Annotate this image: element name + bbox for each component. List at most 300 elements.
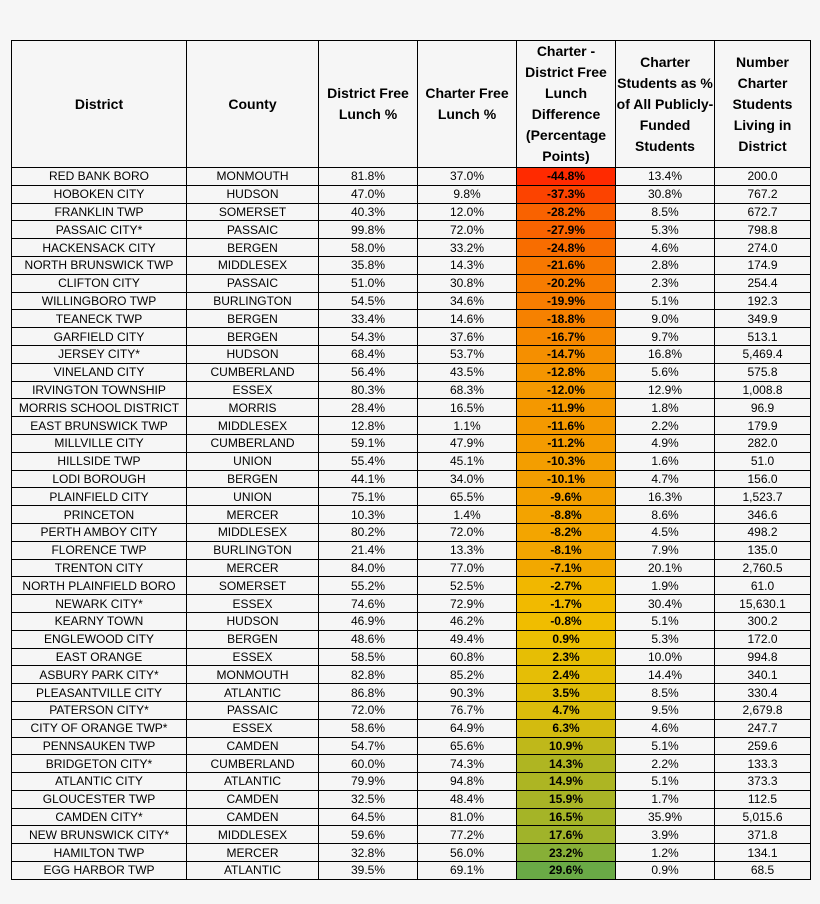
cell-district: VINELAND CITY [12,363,187,381]
cell-charter-free-lunch: 16.5% [418,399,517,417]
cell-county: ATLANTIC [187,773,319,791]
table-row [12,666,811,684]
cell-district: NORTH BRUNSWICK TWP [12,256,187,274]
cell-district-free-lunch: 32.8% [319,844,418,862]
cell-county: ESSEX [187,595,319,613]
table-row [12,559,811,577]
cell-number-charter: 51.0 [715,452,811,470]
cell-number-charter: 349.9 [715,310,811,328]
cell-charter-percent: 4.6% [616,239,715,257]
cell-charter-free-lunch: 9.8% [418,185,517,203]
cell-charter-percent: 8.5% [616,203,715,221]
cell-difference: -10.1% [517,470,616,488]
table-row [12,701,811,719]
cell-charter-free-lunch: 53.7% [418,345,517,363]
cell-charter-percent: 12.9% [616,381,715,399]
cell-county: SOMERSET [187,203,319,221]
cell-charter-percent: 0.9% [616,862,715,880]
cell-district: PLAINFIELD CITY [12,488,187,506]
cell-charter-free-lunch: 56.0% [418,844,517,862]
cell-county: CUMBERLAND [187,755,319,773]
cell-district-free-lunch: 48.6% [319,630,418,648]
table-row [12,434,811,452]
cell-charter-percent: 30.4% [616,595,715,613]
cell-number-charter: 513.1 [715,328,811,346]
cell-county: CAMDEN [187,737,319,755]
cell-charter-free-lunch: 69.1% [418,862,517,880]
cell-district-free-lunch: 79.9% [319,773,418,791]
cell-charter-free-lunch: 13.3% [418,541,517,559]
table-row [12,452,811,470]
cell-district-free-lunch: 21.4% [319,541,418,559]
cell-county: HUDSON [187,345,319,363]
cell-number-charter: 68.5 [715,862,811,880]
cell-charter-free-lunch: 49.4% [418,630,517,648]
cell-district: IRVINGTON TOWNSHIP [12,381,187,399]
cell-district: PRINCETON [12,506,187,524]
header-charter-percent: Charter Students as % of All Publicly-Funded Students [616,41,715,168]
cell-district: FLORENCE TWP [12,541,187,559]
cell-difference: -37.3% [517,185,616,203]
cell-district-free-lunch: 58.6% [319,719,418,737]
cell-charter-free-lunch: 60.8% [418,648,517,666]
cell-district: EAST BRUNSWICK TWP [12,417,187,435]
cell-charter-percent: 2.2% [616,417,715,435]
cell-number-charter: 300.2 [715,612,811,630]
cell-county: MIDDLESEX [187,523,319,541]
cell-district-free-lunch: 54.3% [319,328,418,346]
cell-district: EGG HARBOR TWP [12,862,187,880]
cell-charter-free-lunch: 72.0% [418,523,517,541]
cell-district-free-lunch: 10.3% [319,506,418,524]
cell-difference: -2.7% [517,577,616,595]
cell-number-charter: 15,630.1 [715,595,811,613]
cell-county: ATLANTIC [187,684,319,702]
cell-difference: 14.9% [517,773,616,791]
cell-charter-percent: 3.9% [616,826,715,844]
cell-charter-free-lunch: 72.0% [418,221,517,239]
cell-county: MONMOUTH [187,168,319,186]
cell-county: MIDDLESEX [187,417,319,435]
cell-difference: 17.6% [517,826,616,844]
cell-difference: 15.9% [517,790,616,808]
cell-charter-percent: 1.9% [616,577,715,595]
cell-difference: -44.8% [517,168,616,186]
cell-charter-percent: 5.1% [616,773,715,791]
cell-charter-free-lunch: 72.9% [418,595,517,613]
cell-number-charter: 5,015.6 [715,808,811,826]
cell-county: PASSAIC [187,274,319,292]
cell-county: UNION [187,488,319,506]
cell-difference: -11.9% [517,399,616,417]
cell-charter-free-lunch: 34.6% [418,292,517,310]
table-body [12,168,811,880]
cell-charter-free-lunch: 43.5% [418,363,517,381]
cell-district: HAMILTON TWP [12,844,187,862]
cell-district-free-lunch: 82.8% [319,666,418,684]
cell-difference: -12.8% [517,363,616,381]
cell-charter-free-lunch: 33.2% [418,239,517,257]
cell-county: BERGEN [187,239,319,257]
cell-district-free-lunch: 72.0% [319,701,418,719]
cell-number-charter: 373.3 [715,773,811,791]
table-row [12,755,811,773]
cell-district-free-lunch: 28.4% [319,399,418,417]
cell-charter-free-lunch: 14.3% [418,256,517,274]
cell-district-free-lunch: 60.0% [319,755,418,773]
table-row [12,488,811,506]
cell-district: ASBURY PARK CITY* [12,666,187,684]
cell-charter-percent: 2.8% [616,256,715,274]
cell-county: CUMBERLAND [187,434,319,452]
cell-charter-free-lunch: 77.0% [418,559,517,577]
cell-difference: 29.6% [517,862,616,880]
cell-charter-free-lunch: 76.7% [418,701,517,719]
cell-county: ESSEX [187,719,319,737]
cell-county: BURLINGTON [187,541,319,559]
cell-charter-percent: 4.9% [616,434,715,452]
table-row [12,239,811,257]
cell-number-charter: 498.2 [715,523,811,541]
cell-difference: 14.3% [517,755,616,773]
cell-district-free-lunch: 54.7% [319,737,418,755]
table-row [12,773,811,791]
cell-difference: -7.1% [517,559,616,577]
cell-difference: -10.3% [517,452,616,470]
cell-charter-free-lunch: 74.3% [418,755,517,773]
cell-number-charter: 192.3 [715,292,811,310]
cell-difference: 2.3% [517,648,616,666]
cell-district: MORRIS SCHOOL DISTRICT [12,399,187,417]
cell-charter-percent: 7.9% [616,541,715,559]
cell-number-charter: 174.9 [715,256,811,274]
cell-number-charter: 5,469.4 [715,345,811,363]
cell-charter-percent: 1.6% [616,452,715,470]
cell-district-free-lunch: 32.5% [319,790,418,808]
cell-county: MERCER [187,506,319,524]
header-number-charter: Number Charter Students Living in District [715,41,811,168]
cell-charter-free-lunch: 65.5% [418,488,517,506]
cell-charter-free-lunch: 77.2% [418,826,517,844]
cell-district: HACKENSACK CITY [12,239,187,257]
table-row [12,399,811,417]
cell-charter-free-lunch: 68.3% [418,381,517,399]
cell-number-charter: 798.8 [715,221,811,239]
cell-county: CUMBERLAND [187,363,319,381]
cell-charter-free-lunch: 85.2% [418,666,517,684]
cell-charter-percent: 9.5% [616,701,715,719]
cell-district-free-lunch: 84.0% [319,559,418,577]
cell-difference: -21.6% [517,256,616,274]
cell-district: PASSAIC CITY* [12,221,187,239]
cell-number-charter: 767.2 [715,185,811,203]
cell-charter-percent: 16.3% [616,488,715,506]
cell-district-free-lunch: 46.9% [319,612,418,630]
cell-difference: -28.2% [517,203,616,221]
header-row [12,41,811,168]
cell-charter-free-lunch: 1.1% [418,417,517,435]
table-row [12,168,811,186]
cell-district: GLOUCESTER TWP [12,790,187,808]
cell-district-free-lunch: 59.1% [319,434,418,452]
cell-difference: -14.7% [517,345,616,363]
cell-number-charter: 1,523.7 [715,488,811,506]
cell-number-charter: 340.1 [715,666,811,684]
cell-charter-free-lunch: 45.1% [418,452,517,470]
cell-charter-percent: 35.9% [616,808,715,826]
cell-number-charter: 2,760.5 [715,559,811,577]
table-row [12,363,811,381]
cell-county: BURLINGTON [187,292,319,310]
table-row [12,292,811,310]
cell-charter-free-lunch: 48.4% [418,790,517,808]
table-row [12,541,811,559]
cell-difference: -18.8% [517,310,616,328]
cell-charter-percent: 9.0% [616,310,715,328]
table-row [12,648,811,666]
table-row [12,221,811,239]
cell-number-charter: 371.8 [715,826,811,844]
cell-charter-free-lunch: 37.0% [418,168,517,186]
table-row [12,826,811,844]
header-district-free-lunch: District Free Lunch % [319,41,418,168]
cell-charter-free-lunch: 37.6% [418,328,517,346]
cell-county: ESSEX [187,381,319,399]
cell-charter-free-lunch: 81.0% [418,808,517,826]
cell-district: PERTH AMBOY CITY [12,523,187,541]
cell-charter-percent: 5.6% [616,363,715,381]
cell-district: NEWARK CITY* [12,595,187,613]
cell-district-free-lunch: 64.5% [319,808,418,826]
table-row [12,612,811,630]
table-row [12,203,811,221]
cell-charter-percent: 5.3% [616,221,715,239]
cell-district: CLIFTON CITY [12,274,187,292]
cell-county: MERCER [187,559,319,577]
cell-district-free-lunch: 55.2% [319,577,418,595]
cell-district-free-lunch: 80.2% [319,523,418,541]
cell-charter-percent: 8.5% [616,684,715,702]
cell-district-free-lunch: 47.0% [319,185,418,203]
cell-county: ATLANTIC [187,862,319,880]
cell-difference: -24.8% [517,239,616,257]
cell-district: NORTH PLAINFIELD BORO [12,577,187,595]
table-row [12,684,811,702]
cell-number-charter: 282.0 [715,434,811,452]
table-row [12,506,811,524]
table-row [12,577,811,595]
cell-number-charter: 274.0 [715,239,811,257]
table-row [12,790,811,808]
cell-difference: -27.9% [517,221,616,239]
cell-charter-percent: 16.8% [616,345,715,363]
cell-number-charter: 200.0 [715,168,811,186]
cell-charter-percent: 2.2% [616,755,715,773]
header-difference: Charter - District Free Lunch Difference (Percentage Points) [517,41,616,168]
cell-district: ENGLEWOOD CITY [12,630,187,648]
cell-county: UNION [187,452,319,470]
cell-number-charter: 575.8 [715,363,811,381]
table-row [12,862,811,880]
table-row [12,595,811,613]
cell-district: RED BANK BORO [12,168,187,186]
cell-district: LODI BOROUGH [12,470,187,488]
cell-charter-free-lunch: 94.8% [418,773,517,791]
cell-district: HILLSIDE TWP [12,452,187,470]
cell-number-charter: 61.0 [715,577,811,595]
cell-difference: -9.6% [517,488,616,506]
cell-number-charter: 133.3 [715,755,811,773]
cell-county: MIDDLESEX [187,256,319,274]
cell-difference: 3.5% [517,684,616,702]
cell-district: GARFIELD CITY [12,328,187,346]
cell-district-free-lunch: 51.0% [319,274,418,292]
cell-county: PASSAIC [187,701,319,719]
cell-district-free-lunch: 59.6% [319,826,418,844]
cell-county: CAMDEN [187,790,319,808]
cell-county: BERGEN [187,470,319,488]
cell-county: BERGEN [187,630,319,648]
cell-difference: 4.7% [517,701,616,719]
cell-number-charter: 134.1 [715,844,811,862]
table-row [12,417,811,435]
cell-district: HOBOKEN CITY [12,185,187,203]
cell-county: HUDSON [187,185,319,203]
cell-charter-percent: 5.1% [616,292,715,310]
cell-charter-percent: 9.7% [616,328,715,346]
cell-difference: 6.3% [517,719,616,737]
cell-district-free-lunch: 68.4% [319,345,418,363]
cell-county: ESSEX [187,648,319,666]
cell-difference: -8.1% [517,541,616,559]
cell-charter-free-lunch: 12.0% [418,203,517,221]
cell-county: MONMOUTH [187,666,319,684]
cell-difference: -11.2% [517,434,616,452]
cell-number-charter: 1,008.8 [715,381,811,399]
cell-number-charter: 259.6 [715,737,811,755]
cell-charter-free-lunch: 47.9% [418,434,517,452]
cell-district-free-lunch: 81.8% [319,168,418,186]
cell-district: MILLVILLE CITY [12,434,187,452]
table-row [12,345,811,363]
cell-number-charter: 994.8 [715,648,811,666]
cell-number-charter: 672.7 [715,203,811,221]
table-row [12,310,811,328]
cell-charter-free-lunch: 30.8% [418,274,517,292]
cell-district: KEARNY TOWN [12,612,187,630]
cell-charter-free-lunch: 46.2% [418,612,517,630]
cell-charter-percent: 5.1% [616,612,715,630]
cell-charter-percent: 14.4% [616,666,715,684]
cell-charter-free-lunch: 64.9% [418,719,517,737]
cell-number-charter: 330.4 [715,684,811,702]
cell-number-charter: 2,679.8 [715,701,811,719]
cell-charter-free-lunch: 14.6% [418,310,517,328]
data-table-container [11,40,810,880]
cell-district: TRENTON CITY [12,559,187,577]
cell-charter-percent: 10.0% [616,648,715,666]
table-row [12,328,811,346]
cell-district-free-lunch: 44.1% [319,470,418,488]
cell-district-free-lunch: 80.3% [319,381,418,399]
cell-number-charter: 112.5 [715,790,811,808]
table-row [12,630,811,648]
cell-district-free-lunch: 58.5% [319,648,418,666]
header-county: County [187,41,319,168]
cell-charter-free-lunch: 65.6% [418,737,517,755]
cell-difference: -12.0% [517,381,616,399]
cell-district-free-lunch: 12.8% [319,417,418,435]
cell-difference: 10.9% [517,737,616,755]
cell-difference: 16.5% [517,808,616,826]
cell-charter-percent: 2.3% [616,274,715,292]
cell-district-free-lunch: 75.1% [319,488,418,506]
cell-charter-percent: 1.8% [616,399,715,417]
cell-number-charter: 254.4 [715,274,811,292]
cell-county: PASSAIC [187,221,319,239]
cell-difference: -20.2% [517,274,616,292]
cell-district-free-lunch: 58.0% [319,239,418,257]
cell-district: ATLANTIC CITY [12,773,187,791]
cell-district-free-lunch: 33.4% [319,310,418,328]
cell-county: BERGEN [187,328,319,346]
cell-difference: 0.9% [517,630,616,648]
cell-charter-free-lunch: 90.3% [418,684,517,702]
cell-county: HUDSON [187,612,319,630]
cell-district-free-lunch: 55.4% [319,452,418,470]
cell-difference: -19.9% [517,292,616,310]
cell-district-free-lunch: 35.8% [319,256,418,274]
cell-district: EAST ORANGE [12,648,187,666]
cell-charter-percent: 1.2% [616,844,715,862]
cell-district-free-lunch: 40.3% [319,203,418,221]
cell-difference: -8.2% [517,523,616,541]
header-charter-free-lunch: Charter Free Lunch % [418,41,517,168]
cell-county: MERCER [187,844,319,862]
cell-charter-percent: 5.1% [616,737,715,755]
table-row [12,523,811,541]
cell-district-free-lunch: 74.6% [319,595,418,613]
cell-county: MORRIS [187,399,319,417]
cell-number-charter: 156.0 [715,470,811,488]
cell-district: WILLINGBORO TWP [12,292,187,310]
cell-charter-free-lunch: 1.4% [418,506,517,524]
cell-charter-percent: 5.3% [616,630,715,648]
table-row [12,256,811,274]
cell-district: JERSEY CITY* [12,345,187,363]
table-row [12,470,811,488]
table-row [12,274,811,292]
cell-district-free-lunch: 99.8% [319,221,418,239]
cell-district: NEW BRUNSWICK CITY* [12,826,187,844]
cell-charter-free-lunch: 34.0% [418,470,517,488]
cell-charter-percent: 4.6% [616,719,715,737]
cell-charter-free-lunch: 52.5% [418,577,517,595]
cell-district: PLEASANTVILLE CITY [12,684,187,702]
cell-district-free-lunch: 39.5% [319,862,418,880]
cell-district-free-lunch: 56.4% [319,363,418,381]
free-lunch-table [11,40,811,880]
cell-district: PENNSAUKEN TWP [12,737,187,755]
cell-number-charter: 179.9 [715,417,811,435]
table-row [12,808,811,826]
cell-charter-percent: 8.6% [616,506,715,524]
cell-district: FRANKLIN TWP [12,203,187,221]
cell-district-free-lunch: 86.8% [319,684,418,702]
cell-difference: 2.4% [517,666,616,684]
cell-county: SOMERSET [187,577,319,595]
cell-district: TEANECK TWP [12,310,187,328]
